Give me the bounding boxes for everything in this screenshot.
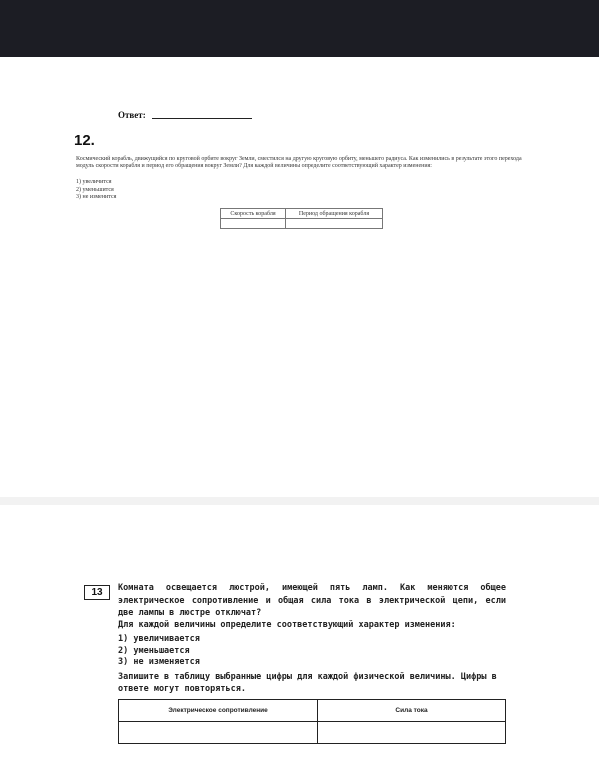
q12-option-1: 1) увеличится bbox=[76, 179, 112, 185]
question-12-options bbox=[76, 179, 116, 202]
question-13-text: Комната освещается люстрой, имеющей пять ламп. Как меняются общее электрическое сопротивление и общая сила тока в электрической цепи, если две лампы в люстре отключат? bbox=[118, 583, 506, 618]
q13-header-current: Сила тока bbox=[318, 700, 506, 722]
q12-header-speed: Скорость корабля bbox=[221, 209, 286, 219]
q12-header-period: Период обращения корабля bbox=[286, 209, 383, 219]
question-13-number: 13 bbox=[84, 585, 110, 600]
question-12-text: Космический корабль, движущийся по круговой орбите вокруг Земли, сместился на другую круговую орбиту, меньшего радиуса. Как изменились в результате этого перехода модуль скорости корабля и период его обращения вокруг Земли? Для каждой величины определите соответствующий характер изменения: bbox=[76, 156, 522, 169]
q13-header-resistance: Электрическое сопротивление bbox=[119, 700, 318, 722]
question-13-instruction: Запишите в таблицу выбранные цифры для каждой физической величины. Цифры в ответе могут повторяться. bbox=[118, 672, 497, 694]
page-gap bbox=[0, 497, 599, 505]
q13-option-2: 2) уменьшается bbox=[118, 645, 190, 656]
question-13-answer-table bbox=[118, 699, 506, 744]
q13-option-1: 1) увеличивается bbox=[118, 634, 200, 644]
q12-answer-cell-speed[interactable] bbox=[221, 219, 286, 229]
q13-answer-cell-resistance[interactable] bbox=[119, 722, 318, 744]
q12-answer-cell-period[interactable] bbox=[286, 219, 383, 229]
page-1 bbox=[0, 57, 599, 497]
question-13-subprompt: Для каждой величины определите соответствующий характер изменения: bbox=[118, 620, 456, 630]
answer-line bbox=[152, 118, 252, 119]
q12-option-2: 2) уменьшится bbox=[76, 186, 114, 193]
question-13-options bbox=[118, 634, 200, 669]
top-dark-bar bbox=[0, 0, 599, 57]
answer-label: Ответ: bbox=[118, 110, 146, 120]
q13-answer-cell-current[interactable] bbox=[318, 722, 506, 744]
previous-answer-stub bbox=[118, 108, 258, 120]
question-12-number: 12. bbox=[74, 132, 95, 149]
q12-option-3: 3) не изменится bbox=[76, 194, 117, 200]
q13-option-3: 3) не изменяется bbox=[118, 657, 200, 667]
question-12-answer-table bbox=[220, 208, 383, 229]
